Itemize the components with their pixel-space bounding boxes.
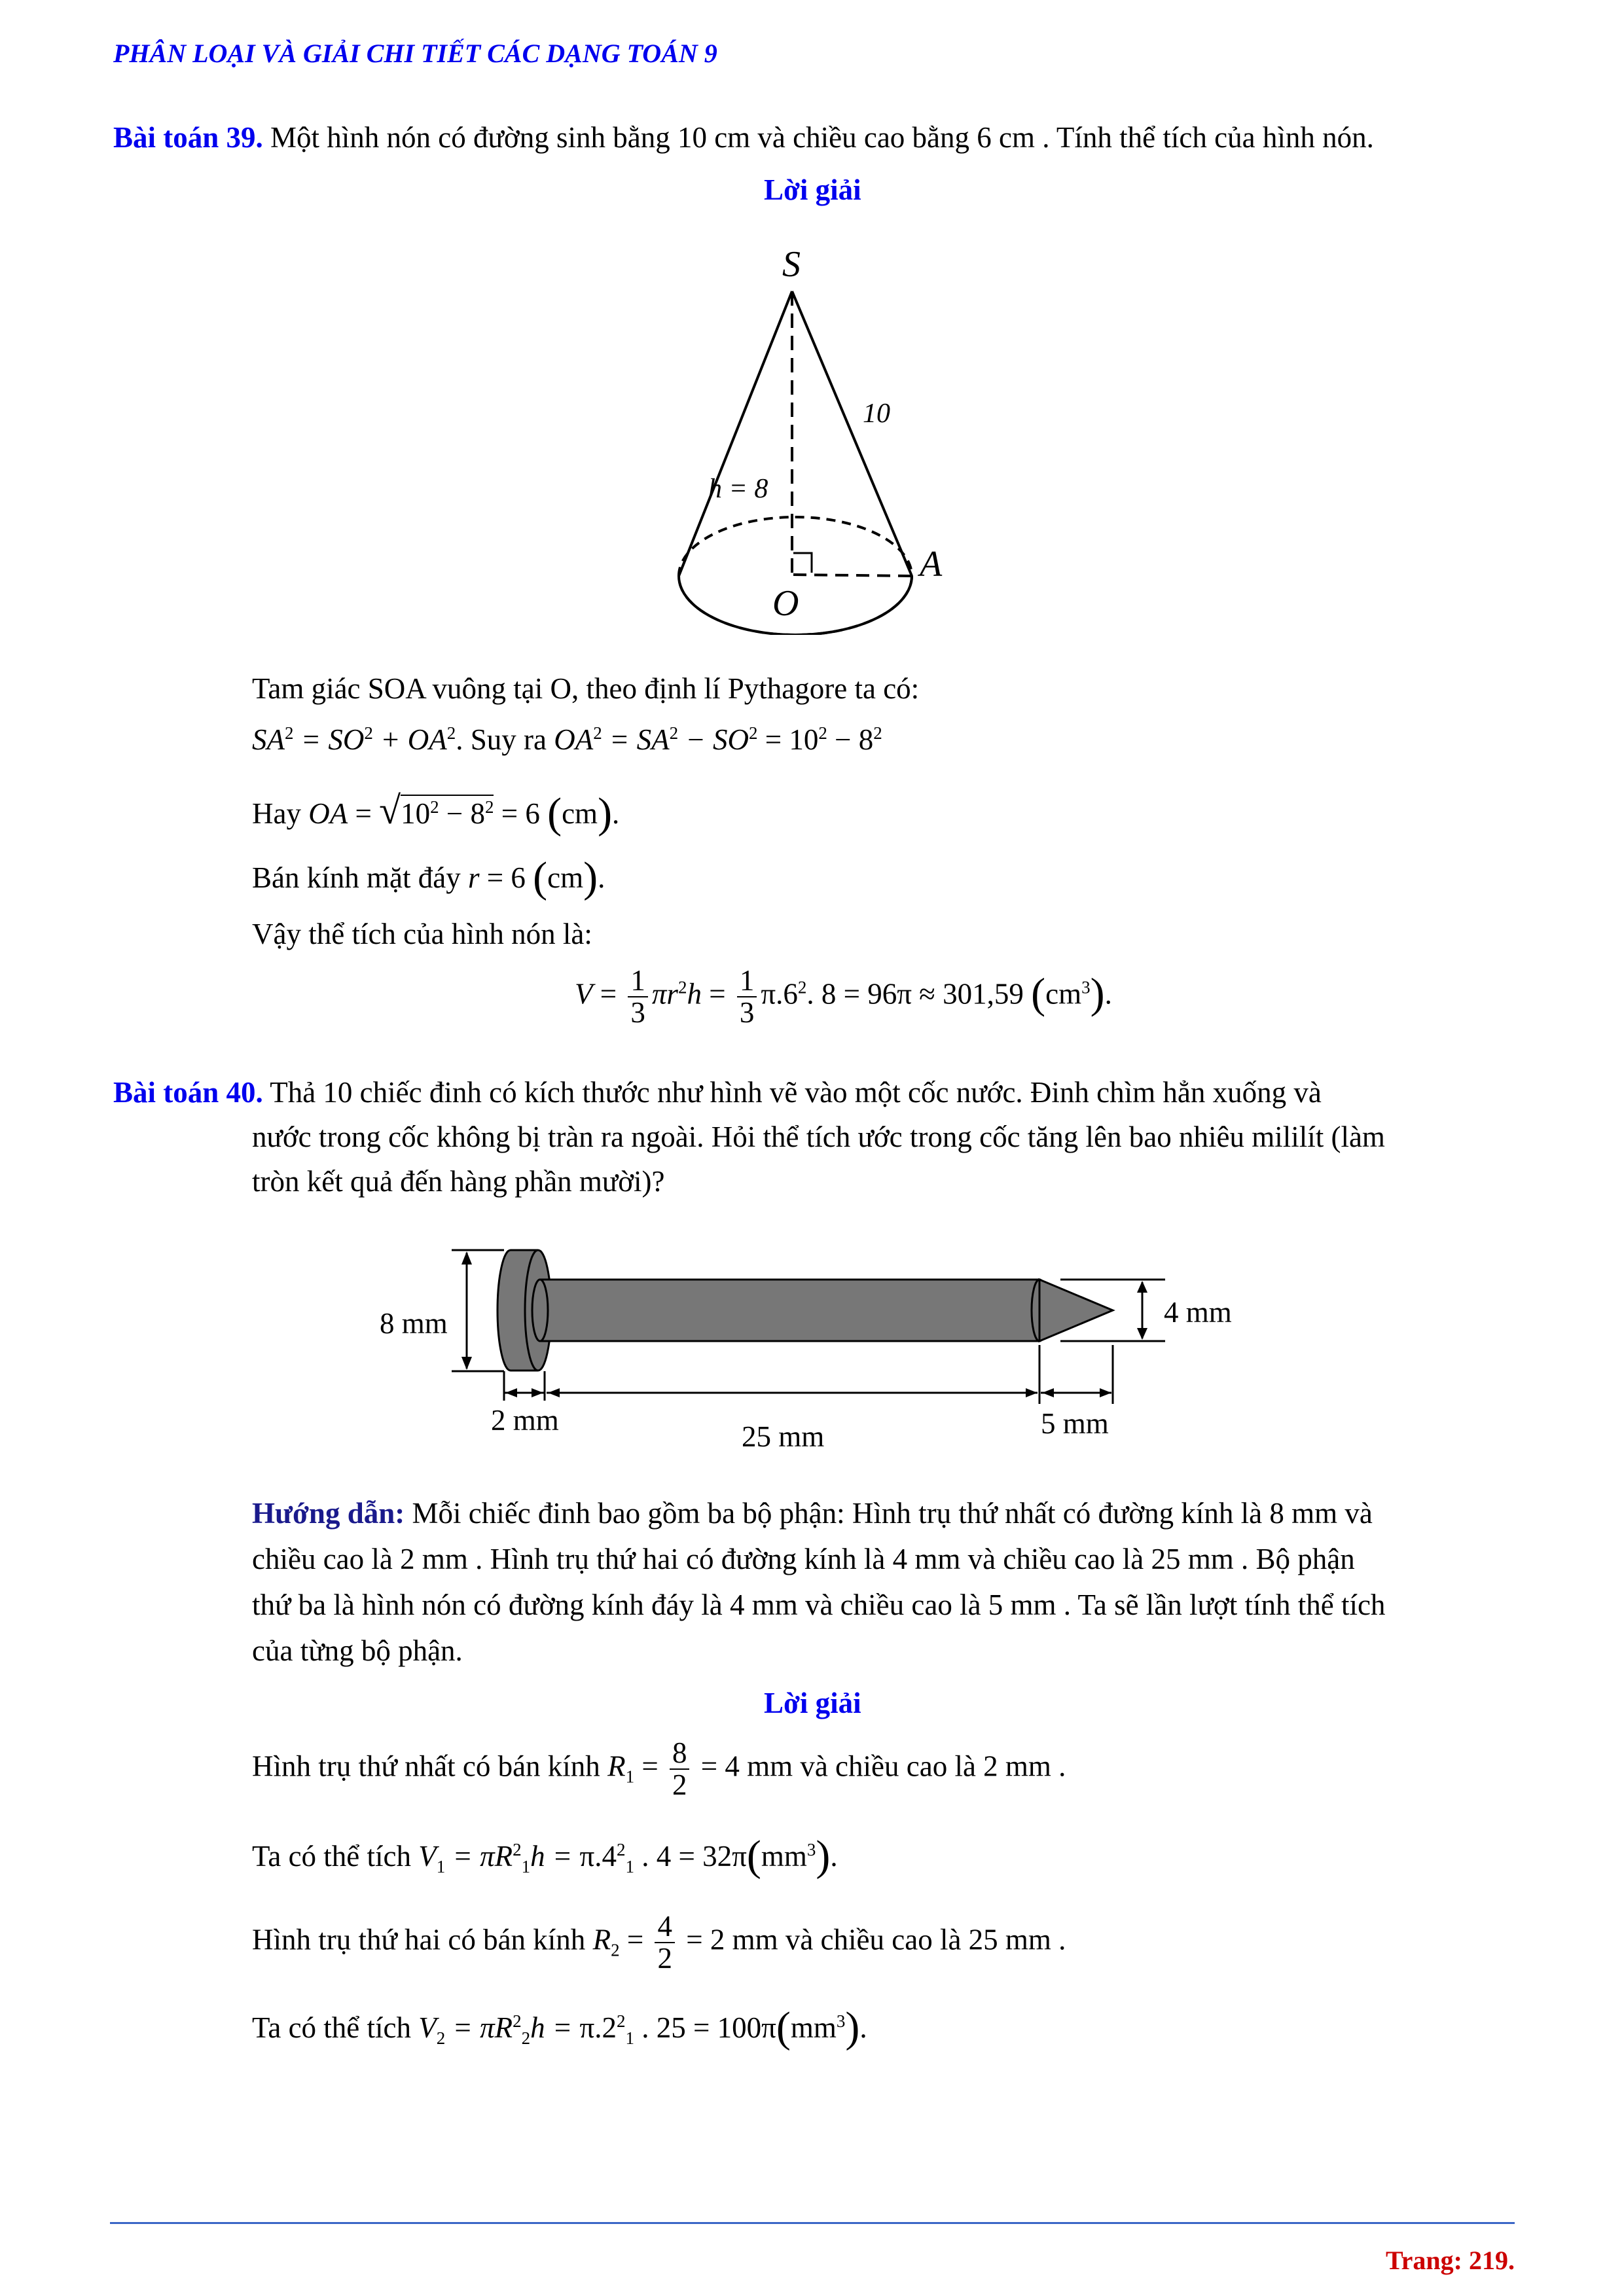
label-A: A <box>920 544 943 584</box>
solution-title-40: Lời giải <box>764 1687 861 1719</box>
nail-shank <box>540 1280 1039 1341</box>
label-height: h = 8 <box>708 474 768 504</box>
label-2mm: 2 mm <box>491 1404 559 1437</box>
problem-39-text: Một hình nón có đường sinh bằng 10 cm và chiều cao bằng 6 cm . Tính thể tích của hình nón. <box>262 121 1374 154</box>
problem-40-line2: nước trong cốc không bị tràn ra ngoài. Hỏi thể tích ước trong cốc tăng lên bao nhiêu mililít (làm <box>252 1121 1385 1153</box>
p39-line4: Bán kính mặt đáy r = 6 (cm). <box>252 853 605 901</box>
label-4mm: 4 mm <box>1164 1296 1232 1329</box>
cone-figure <box>655 242 969 635</box>
guide-line3: thứ ba là hình nón có đường kính đáy là 4 mm và chiều cao là 5 mm . Ta sẽ lần lượt tính thể tích <box>252 1588 1386 1621</box>
cone-slant-SA <box>792 291 912 576</box>
footer-divider <box>110 2222 1515 2224</box>
problem-40-line1: Bài toán 40. Thả 10 chiếc đinh có kích thước như hình vẽ vào một cốc nước. Đinh chìm hẳn xuống và <box>113 1076 1322 1109</box>
p39-line2: $SA^2 = SO^2 + OA^2$. Suy ra $OA^2 = SA^2 - SO^2 = 10^2 - 8^2$ <box>252 723 882 756</box>
p40-sol-line2: Ta có thể tích $V_1 = \pi R^2_1h = \pi.4^2_1$ . $4 = 32\pi(mm^3)$. <box>252 1832 838 1880</box>
guide-line4: của từng bộ phận. <box>252 1634 463 1667</box>
problem-39-statement <box>113 123 1374 152</box>
problem-40-label: Bài toán 40. <box>113 1076 263 1109</box>
problem-40-line3: tròn kết quả đến hàng phần mười)? <box>252 1165 665 1198</box>
guide-line2: chiều cao là 2 mm . Hình trụ thứ hai có đường kính là 4 mm và chiều cao là 25 mm . Bộ phận <box>252 1543 1355 1575</box>
solution-title-39: Lời giải <box>764 173 861 206</box>
guide-label: Hướng dẫn: <box>252 1497 405 1530</box>
p39-line3: Hay OA = $√10^2 - 8^2 = 6$ (cm). <box>252 789 620 837</box>
label-25mm: 25 mm <box>742 1420 825 1453</box>
nail-figure <box>380 1230 1283 1473</box>
problem-39-label: Bài toán 39. <box>113 121 263 154</box>
p40-sol-line4: Ta có thể tích $V_2 = \pi R^2_2h = \pi.2^2_1$ . $25 = 100\pi(mm^3)$. <box>252 2003 867 2051</box>
p39-line5: Vậy thể tích của hình nón là: <box>252 918 592 950</box>
label-S: S <box>782 244 801 285</box>
sqrt-sign: √ <box>379 789 401 832</box>
p40-sol-line3: Hình trụ thứ hai có bán kính $R_2$ = $\frac{4}{2}$ = 2 mm và chiều cao là 25 mm . <box>252 1910 1066 1975</box>
p40-sol-line1: Hình trụ thứ nhất có bán kính $R_1$ = $\frac{8}{2}$ = 4 mm và chiều cao là 2 mm . <box>252 1736 1066 1802</box>
cone-left-side <box>679 291 792 576</box>
right-angle-mark <box>793 553 812 573</box>
page-header-title: PHÂN LOẠI VÀ GIẢI CHI TIẾT CÁC DẠNG TOÁN 9 <box>113 39 717 68</box>
cone-radius-OA <box>793 575 912 576</box>
nail-tip <box>1039 1280 1113 1341</box>
page-number: Trang: 219. <box>1385 2246 1515 2275</box>
label-slant: 10 <box>863 399 890 429</box>
guide-line1: Hướng dẫn: Mỗi chiếc đinh bao gồm ba bộ phận: Hình trụ thứ nhất có đường kính là 8 mm và <box>252 1497 1373 1530</box>
label-5mm: 5 mm <box>1041 1407 1109 1440</box>
label-8mm: 8 mm <box>380 1307 448 1340</box>
p39-line1: Tam giác SOA vuông tại O, theo định lí Pythagore ta có: <box>252 672 920 705</box>
sqrt-radicand: $10^2 - 8^2$ <box>401 795 494 830</box>
p39-volume-formula: V = $\frac{1}{3}$ $\pi r^2h$ = $\frac{1}{3}$ $\pi.6^2$. 8 = 96π ≈ 301,59 $(cm^3)$. <box>575 964 1112 1030</box>
label-O: O <box>772 583 799 624</box>
